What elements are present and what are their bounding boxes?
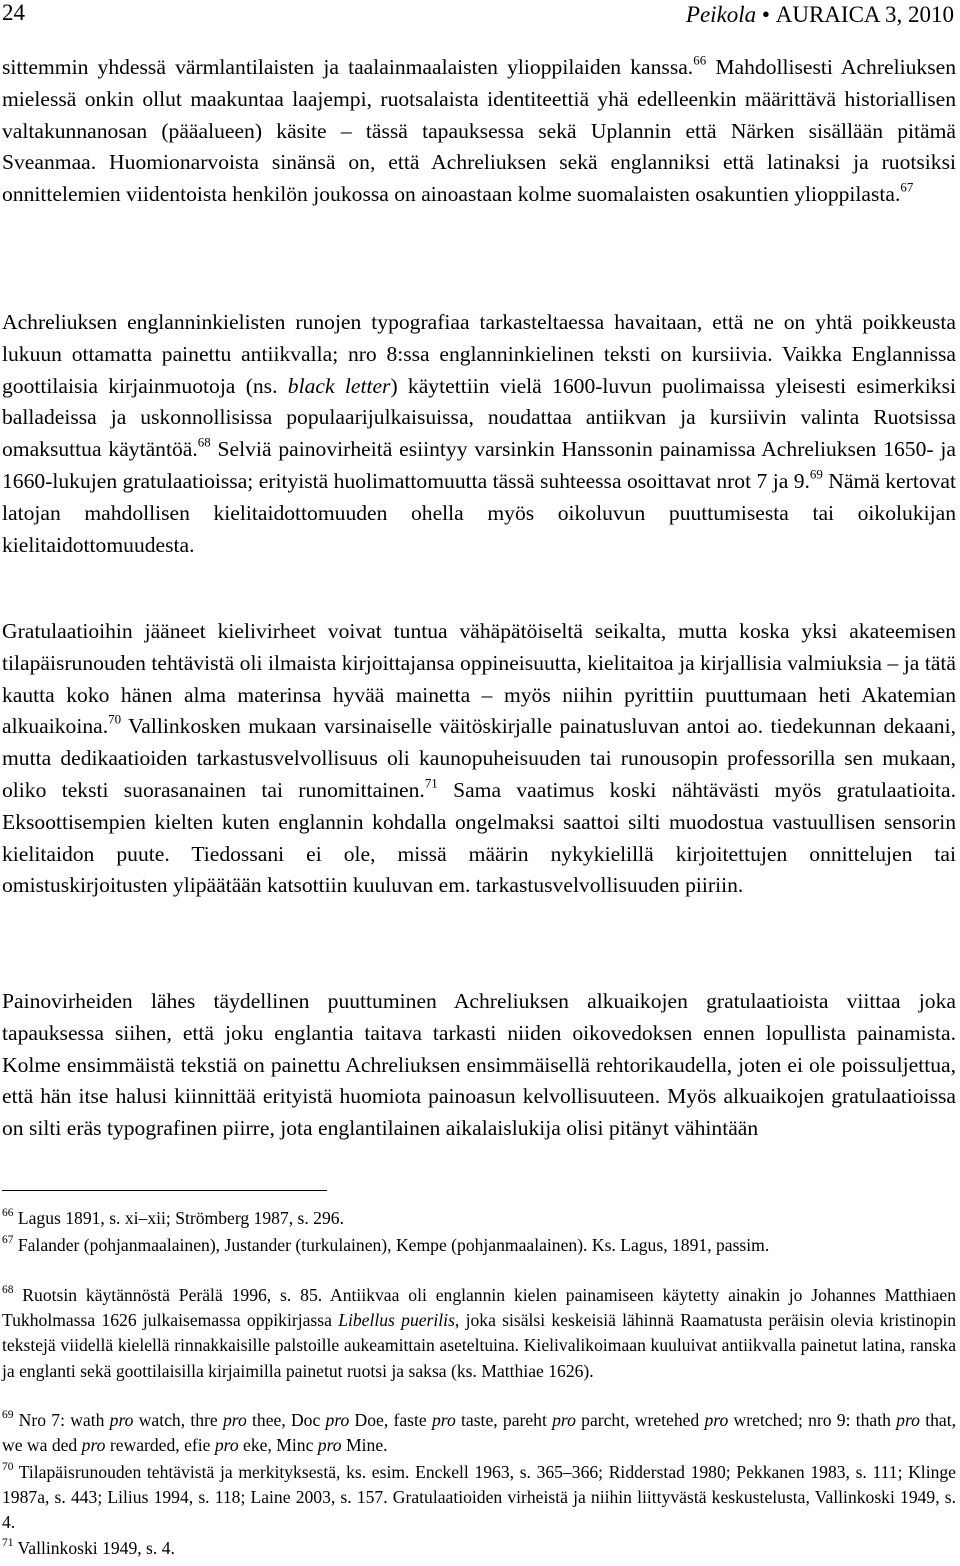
footnote-ref: 68 <box>2 1284 14 1296</box>
page-header <box>0 0 960 34</box>
footnote-70 <box>2 1460 956 1536</box>
text-run: Tilapäisrunouden tehtävistä ja merkityksestä, ks. esim. Enckell 1963, s. 365–366; Ridderstad 1980; Pekkanen 1983, s. 111; Klinge 1987a, s. 443; Lilius 1994, s. 118; Laine 2003, s. 157. Gratulaatioiden virheistä ja niihin liittyvästä keskustelusta, Vallinkoski 1949, s. 4. <box>2 1462 956 1533</box>
footnote-ref: 68 <box>197 434 211 450</box>
footnote-ref: 67 <box>2 1234 14 1246</box>
footnote-68 <box>2 1283 956 1384</box>
paragraph-1 <box>2 52 956 211</box>
text-run: Selviä painovirheitä esiintyy varsinkin Hanssonin painamissa Achreliuksen 1650- ja 1660-lukujen gratulaatioissa; erityistä huolimattomuutta tässä suhteessa osoittavat nrot 7 ja 9. <box>2 437 957 493</box>
italic-text: pro <box>214 1435 239 1456</box>
text-run: that, we wa ded <box>2 1410 956 1456</box>
italic-text: pro <box>81 1435 106 1456</box>
text-run: Ruotsin käytännöstä Perälä 1996, s. 85. Antiikvaa oli englannin kielen painamiseen käytetty ainakin jo Johannes Matthiaen Tukholmassa 1626 julkaisemassa oppikirjassa <box>2 1285 956 1331</box>
running-head-author: Peikola <box>685 2 757 27</box>
footnote-ref: 71 <box>424 775 438 791</box>
page-number: 24 <box>2 0 25 25</box>
italic-text: pro <box>431 1410 456 1430</box>
italic-text: pro <box>704 1410 729 1430</box>
footnote-ref: 67 <box>900 179 914 195</box>
text-run: Vallinkoski 1949, s. 4. <box>13 1538 175 1558</box>
footnote-ref: 71 <box>2 1537 14 1549</box>
italic-text: pro <box>896 1410 920 1430</box>
text-run: Lagus 1891, s. xi–xii; Strömberg 1987, s. 296. <box>13 1208 344 1228</box>
text-run: watch, thre <box>133 1410 223 1430</box>
footnote-66 <box>2 1206 956 1231</box>
text-run: thee, Doc <box>246 1410 326 1430</box>
footnote-ref: 69 <box>2 1409 14 1421</box>
italic-text: black letter <box>287 373 391 398</box>
footnote-71 <box>2 1536 956 1561</box>
text-run: ) käytettiin vielä 1600-luvun puolimaissa yleisesti esimerkiksi balladeissa ja uskonnollisissa populaarijulkaisuissa, noudattaa antiikvan ja kursiivin valinta Ruotsissa omaksuttua käytäntöä. <box>2 373 957 462</box>
text-run: Nämä kertovat latojan mahdollisen kielitaidottomuuden ohella myös oikoluvun puuttumisesta tai oikolukijan kielitaidottomuudesta. <box>2 468 957 557</box>
text-run: Mahdollisesti Achreliuksen mielessä onkin ollut maakuntaa laajempi, ruotsalaista identiteettiä yhä edelleenkin määrittävä historiallisen valtakunnanosan (pääalueen) käsite – tässä tapauksessa sekä Uplannin että Närken sisällään pitämä Sveanmaa. Huomionarvoista sinänsä on, että Achreliuksen sekä englanniksi että latinaksi ja ruotsiksi onnittelemien viidentoista henkilön joukossa on ainoastaan kolme suomalaisten osakuntien ylioppilasta. <box>2 55 956 207</box>
italic-text: pro <box>222 1410 247 1430</box>
paragraph-4 <box>2 986 956 1145</box>
footnote-ref: 66 <box>693 52 707 68</box>
footnote-ref: 66 <box>2 1207 14 1219</box>
text-run: Falander (pohjanmaalainen), Justander (turkulainen), Kempe (pohjanmaalainen). Ks. Lagus, 1891, passim. <box>13 1235 770 1255</box>
text-run: Mine. <box>341 1435 388 1456</box>
text-run: Sama vaatimus koski nähtävästi myös gratulaatioita. Eksoottisempien kielten kuten englannin kohdalla ongelmaksi saattoi silti muodostua vastuullisen sensorin kielitaidon puute. Tiedossani ei ole, missä määrin nykykielillä kirjoitettujen onnittelujen tai omistuskirjoitusten ylipäätään katsottiin kuuluvan em. tarkastusvelvollisuuden piiriin. <box>2 777 956 898</box>
italic-text: pro <box>317 1435 342 1456</box>
text-run: taste, pareht <box>455 1410 553 1430</box>
footnote-69 <box>2 1408 956 1458</box>
text-run: parcht, wretehed <box>575 1410 705 1430</box>
footnote-ref: 70 <box>108 711 122 727</box>
footnote-ref: 69 <box>809 466 823 482</box>
footnote-ref: 70 <box>2 1461 14 1473</box>
text-run: sittemmin yhdessä värmlantilaisten ja taalainmaalaisten ylioppilaiden kanssa. <box>2 55 694 79</box>
text-run: Gratulaatioihin jääneet kielivirheet voivat tuntua vähäpätöiseltä seikalta, mutta koska yksi akateemisen tilapäisrunouden tehtävistä oli ilmaista kirjoittajansa oppineisuutta, kielitaitoa ja kirjallisia valmiuksia – ja tätä kautta koko hänen alma materinsa hyvää mainetta – myös niihin pyrittiin puuttumaan heti Akatemian alkuaikoina. <box>2 619 956 739</box>
text-run: eke, Minc <box>238 1435 318 1456</box>
italic-text: pro <box>109 1410 134 1430</box>
text-run: , joka sisälsi keskeisiä lähinnä Raamatusta peräisin olevia kristinopin tekstejä viidellä kielellä rinnakkaisille palstoille aukeamittain aseteltuina. Kielivalikoimaan kuuluivat antiikvalla painetut latina, ranska ja englanti sekä goottilaisilla kirjaimilla painetut ruotsi ja saksa (ks. Matthiae 1626). <box>2 1310 957 1381</box>
text-run: Vallinkosken mukaan varsinaiselle väitöskirjalle painatusluvan antoi ao. tiedekunnan dekaani, mutta dedikaatioiden tarkastusvelvollisuus oli kaunopuheisuuden tai runousopin professorilla sen mukaan, oliko teksti suorasanainen tai runomittainen. <box>2 714 956 802</box>
footnote-divider <box>2 1190 327 1191</box>
italic-text: Libellus puerilis <box>338 1310 455 1331</box>
footnote-67 <box>2 1233 956 1258</box>
paragraph-3 <box>2 616 956 902</box>
text-run: Doe, faste <box>349 1410 432 1430</box>
italic-text: pro <box>552 1410 576 1430</box>
text-run: rewarded, efie <box>105 1435 215 1456</box>
paragraph-2 <box>2 307 956 561</box>
text-run: wretched; nro 9: thath <box>728 1410 897 1430</box>
text-run: Painovirheiden lähes täydellinen puuttuminen Achreliuksen alkuaikojen gratulaatioista viittaa joka tapauksessa siihen, että joku englantia taitava tarkasti niiden oikovedoksen ennen lopullista painamista. Kolme ensimmäistä tekstiä on painettu Achreliuksen ensimmäisellä rehtorikaudella, joten ei ole poissuljettua, että hän itse halusi kiinnittää erityistä huomiota painoasun kelvollisuuteen. Myös alkuaikojen gratulaatioissa on silti eräs typografinen piirre, jota englantilainen aikalaislukija olisi pitänyt vähintään <box>2 989 956 1141</box>
text-run: Achreliuksen englanninkielisten runojen typografiaa tarkasteltaessa havaitaan, että ne on yhtä poikkeusta lukuun ottamatta painettu antiikvalla; nro 8:ssa englanninkielinen teksti on kursiivia. Vaikka Englannissa goottilaisia kirjainmuotoja (ns. <box>2 310 956 398</box>
running-head-journal: AURAICA 3, 2010 <box>775 2 954 27</box>
bullet-separator: • <box>761 2 770 27</box>
italic-text: pro <box>325 1410 350 1430</box>
text-run: Nro 7: wath <box>13 1410 110 1430</box>
running-head <box>686 2 954 28</box>
